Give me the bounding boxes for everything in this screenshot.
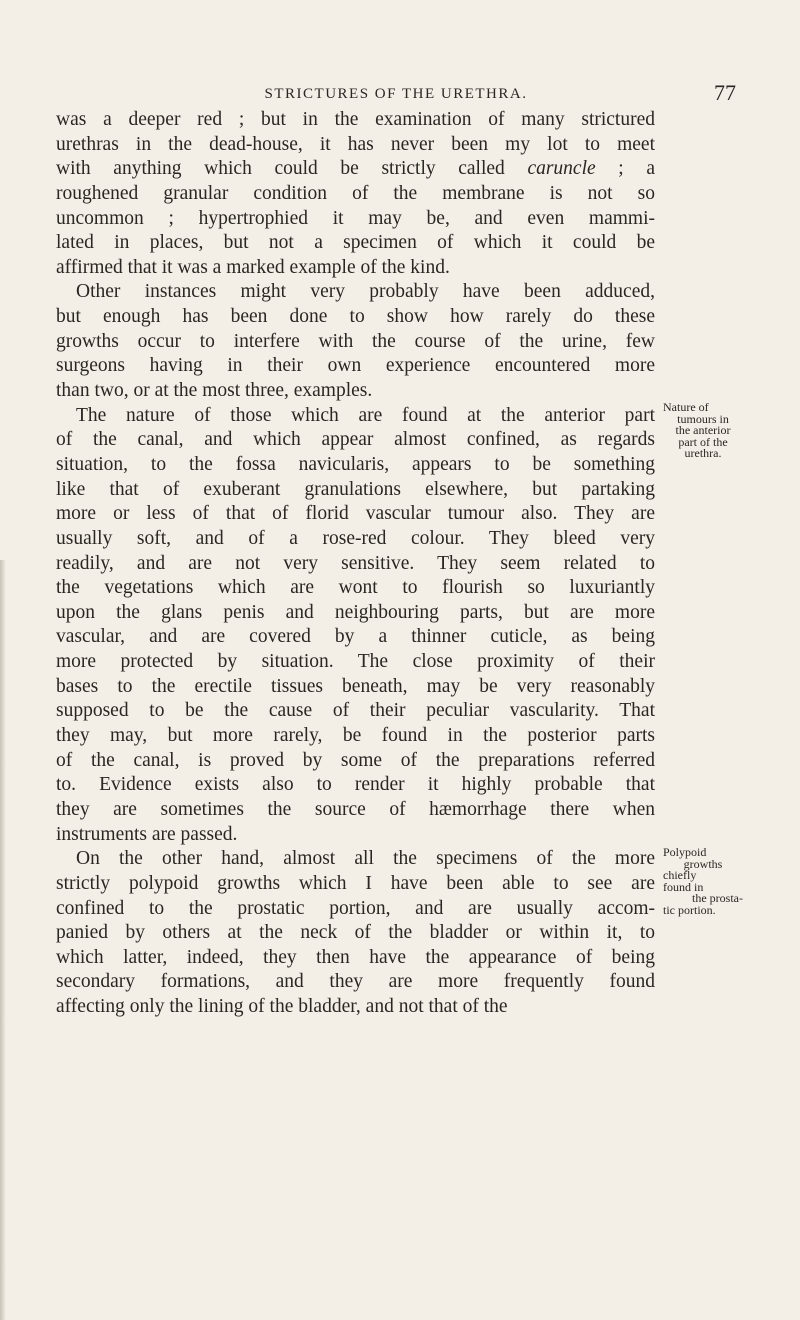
text-line: affirmed that it was a marked example of the kind. (56, 256, 450, 278)
text-line: On the other hand, almost all the specimens of the more (76, 848, 655, 870)
text-line: Other instances might very probably have been adduced, (76, 281, 655, 303)
text-line: with anything which could be strictly called caruncle ; a (56, 158, 655, 180)
sidenote-anterior-tumours (663, 402, 743, 460)
text-line: instruments are passed. (56, 823, 238, 845)
sidenote-line: Nature of (663, 400, 709, 414)
page-number: 77 (714, 80, 736, 105)
binding-shadow (0, 560, 6, 1320)
text-line: more or less of that of florid vascular tumour also. They are (56, 503, 655, 525)
text-line: more protected by situation. The close proximity of their (56, 651, 655, 673)
running-head (56, 80, 736, 108)
text-line: secondary formations, and they are more frequently found (56, 971, 655, 993)
text-line: The nature of those which are found at the anterior part (76, 404, 655, 426)
text-line: roughened granular condition of the membrane is not so (56, 182, 655, 204)
text-line: to. Evidence exists also to render it highly probable that (56, 774, 655, 796)
text-line: lated in places, but not a specimen of which it could be (56, 232, 655, 254)
sidenote-line: urethra. (684, 446, 722, 460)
text-line: of the canal, is proved by some of the preparations referred (56, 749, 655, 771)
text-line: which latter, indeed, they then have the appearance of being (56, 946, 655, 968)
text-line: readily, and are not very sensitive. They seem related to (56, 552, 655, 574)
text-line: was a deeper red ; but in the examination of many strictured (56, 109, 655, 130)
text-line: of the canal, and which appear almost confined, as regards (56, 429, 655, 451)
text-line: panied by others at the neck of the bladder or within it, to (56, 922, 655, 944)
text-line: affecting only the lining of the bladder, and not that of the (56, 996, 508, 1018)
sidenote-line: chiefly (663, 868, 697, 882)
text-line: like that of exuberant granulations elsewhere, but partaking (56, 478, 655, 500)
running-title: STRICTURES OF THE URETHRA. (264, 86, 528, 102)
text-line: urethras in the dead-house, it has never been my lot to meet (56, 133, 655, 155)
text-line: situation, to the fossa navicularis, appears to be something (56, 453, 655, 475)
text-line: usually soft, and of a rose-red colour. They bleed very (56, 527, 655, 549)
body-text (56, 108, 655, 1020)
sidenote-line: growths (683, 856, 723, 871)
text-line: bases to the erectile tissues beneath, may be very reasonably (56, 675, 655, 697)
sidenote-line: the anterior (675, 423, 731, 437)
sidenote-polypoid-growths (663, 847, 743, 916)
text-line: supposed to be the cause of their peculiar vascularity. That (56, 700, 655, 722)
text-line: the vegetations which are wont to flourish so luxuriantly (56, 577, 655, 599)
sidenote-line: found in (663, 879, 704, 894)
sidenote-line: Polypoid (663, 845, 707, 859)
sidenote-line: the prosta- (692, 891, 743, 905)
text-line: than two, or at the most three, examples. (56, 380, 373, 402)
emphasis: caruncle (527, 158, 596, 180)
text-line: strictly polypoid growths which I have been able to see are (56, 872, 655, 894)
text-line: vascular, and are covered by a thinner cuticle, as being (56, 626, 655, 648)
text-line: but enough has been done to show how rarely do these (56, 306, 655, 328)
text-line: surgeons having in their own experience encountered more (56, 355, 655, 377)
text-line: they are sometimes the source of hæmorrhage there when (56, 798, 655, 820)
sidenote-line: tic portion. (663, 902, 716, 917)
text-line: confined to the prostatic portion, and are usually accom- (56, 897, 655, 919)
sidenote-line: tumours in (677, 411, 729, 426)
text-line: upon the glans penis and neighbouring parts, but are more (56, 601, 655, 623)
text-line: they may, but more rarely, be found in the posterior parts (56, 725, 655, 747)
text-line: uncommon ; hypertrophied it may be, and even mammi- (56, 207, 655, 229)
text-line: growths occur to interfere with the course of the urine, few (56, 330, 655, 352)
sidenote-line: part of the (678, 434, 728, 449)
